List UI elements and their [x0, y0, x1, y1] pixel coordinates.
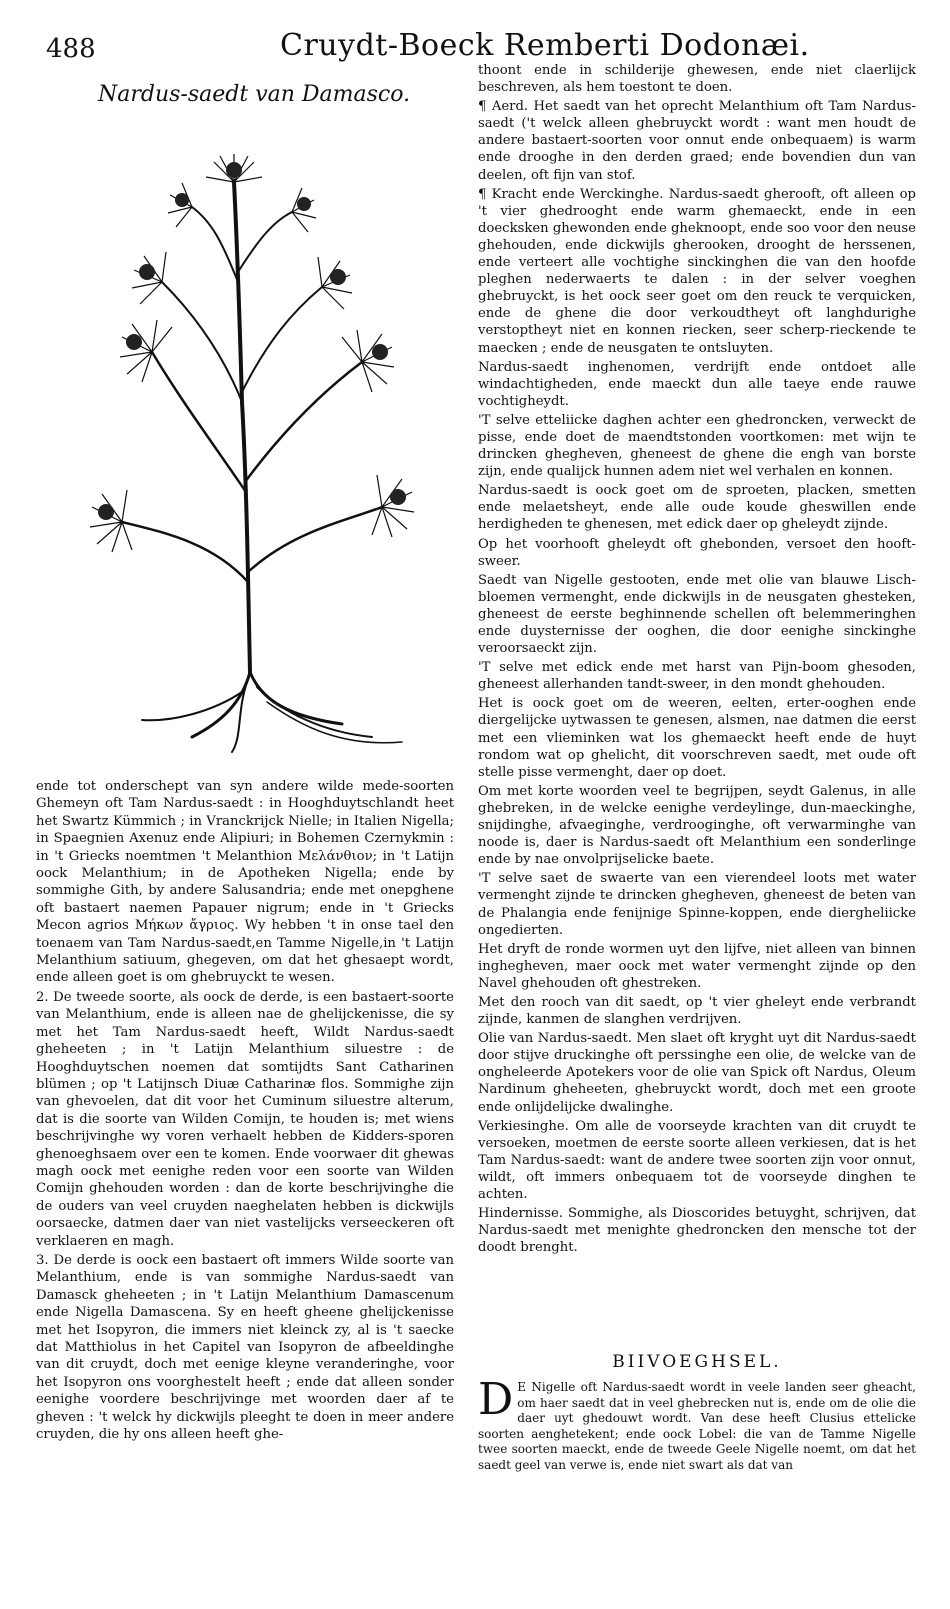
- right-paragraph: Met den rooch van dit saedt, op 't vier gheleyt ende verbrandt zijnde, kanmen de slanghen verdrijven.: [478, 994, 916, 1028]
- right-paragraph: ¶ Kracht ende Werckinghe. Nardus-saedt gherooft, oft alleen op 't vier ghedrooght ende warm ghemaeckt, ende in een doecksken ghewonden ende gheknoopt, ende soo voor den neuse ghehouden, ende dickwijls gherooken, drooght de herssenen, ende verteert alle vochtighe sinckinghen die van den hoofde pleghen nederwaerts te dalen : in der selver voeghen ghebruyckt, is het oock seer goet om den reuck te verquicken, ende de ghene die door verkoudtheyt oft langhdurighe verstoptheyt niet en konnen riecken, seer scherp-rieckende te maecken ; ende de neusgaten te ontsluyten.: [478, 186, 916, 356]
- figure-caption: Nardus-saedt van Damasco.: [98, 82, 411, 107]
- nigella-plant-woodcut: [42, 112, 462, 762]
- right-paragraph: Nardus-saedt is oock goet om de sproeten, placken, smetten ende melaetsheyt, ende alle oude koude gheswillen ende herdigheden te ghenesen, met edick daer op gheleydt zijnde.: [478, 483, 916, 533]
- right-paragraph: ¶ Aerd. Het saedt van het oprecht Melanthium oft Tam Nardus-saedt ('t welck alleen ghebruyckt wordt : want men houdt de andere bastaert-soorten voor onnut ende onbequaem) is warm ende drooghe in den derden graed; ende bovendien dun van deelen, oft fijn van stof.: [478, 99, 916, 183]
- drop-cap: D: [478, 1374, 514, 1425]
- right-paragraph: Het is oock goet om de weeren, eelten, erter-ooghen ende diergelijcke uytwassen te genesen, alsmen, nae datmen die eerst met een vlieminken wat los ghemaeckt heeft ende de huyt rondom wat op ghelicht, dit voorschreven saedt, met oude oft stelle pisse vermenght, daer op doet.: [478, 696, 916, 780]
- right-paragraph: 'T selve etteliicke daghen achter een ghedroncken, verweckt de pisse, ende doet de maendtstonden voortkomen: met wijn te drincken ghegheven, gheneest de ghene die engh van borste zijn, ende qualijck hunnen adem niet wel verhalen en konnen.: [478, 412, 916, 480]
- right-paragraph: Verkiesinghe. Om alle de voorseyde krachten van dit cruydt te versoeken, moetmen de eerste soorte alleen verkiesen, dat is het Tam Nardus-saedt: want de andere twee soorten zijn voor onnut, wildt, oft immers onbequaem tot de voorseyde dinghen te achten.: [478, 1118, 916, 1202]
- right-paragraph: Het dryft de ronde wormen uyt den lijfve, niet alleen van binnen inghegheven, maer oock met water vermenght zijnde op den Navel ghehouden oft ghestreken.: [478, 941, 916, 991]
- running-title: Cruydt-Boeck Remberti Dodonæi.: [280, 28, 810, 63]
- right-text-column: [478, 62, 916, 1362]
- right-paragraph: Hindernisse. Sommighe, als Dioscorides betuyght, schrijven, dat Nardus-saedt met menighte ghedroncken den mensche tot der doodt brenght.: [478, 1206, 916, 1256]
- left-paragraph: 3. De derde is oock een bastaert oft immers Wilde soorte van Melanthium, ende is van sommighe Nardus-saedt van Damasck gheheeten ; in 't Latijn Melanthium Damascenum ende Nigella Damascena. Sy en heeft gheene ghelijckenisse met het Isopyron, die immers niet kleinck zy, al is 't saecke dat Matthiolus in het Capitel van Isopyron de afbeeldinghe van dit cruydt, doch met eenige kleyne veranderinghe, voor het Isopyron ons voorghestelt heeft ; ende dat alleen sonder eenighe voordere beschrijvinge met woorden daer af te gheven : 't welck hy dickwijls pleeght te doen in meer andere cruyden, die hy ons alleen heeft ghe-: [36, 1252, 454, 1443]
- left-text-column: [36, 778, 454, 1578]
- right-paragraph: Saedt van Nigelle gestooten, ende met olie van blauwe Lisch-bloemen vermenght, ende dickwijls in de neusgaten ghesteken, gheneest de eerste beghinnende schellen oft belemmeringhen ende duysternisse der ooghen, die door eenighe sinckinghe veroorsaeckt zijn.: [478, 572, 916, 657]
- right-paragraph: Om met korte woorden veel te begrijpen, seydt Galenus, in alle ghebreken, in de welcke eenighe verdeylinge, dun-maeckinghe, snijdinghe, afvaeginghe, verdrooginghe, oft verwarminghe van noode is, daer is Nardus-saedt oft Melanthium een sonderlinge ende by nae onvolprijselicke baete.: [478, 783, 916, 868]
- page-number: 488: [46, 34, 96, 64]
- addendum-text: E Nigelle oft Nardus-saedt wordt in veele landen seer gheacht, om haer saedt dat in veel ghebrecken nut is, ende om de olie die daer uyt ghedouwt wordt. Van dese heeft Clusius ettelicke soorten aenghetekent; ende oock Lobel: die van de Tamme Nigelle twee soorten maeckt, ende de tweede Geele Nigelle noemt, om dat het saedt geel van verwe is, ende niet swart als dat van: [478, 1380, 916, 1472]
- right-paragraph: 'T selve saet de swaerte van een vierendeel loots met water vermenght zijnde te drincken ghegheven, gheneest de beten van de Phalangia ende fenijnige Spinne-koppen, ende diergheliicke ongedierten.: [478, 871, 916, 938]
- left-paragraph: ende tot onderschept van syn andere wilde mede-soorten Ghemeyn oft Tam Nardus-saedt : in Hooghduytschlandt heet het Swartz Kümmich ; in Vranckrijck Nielle; in Italien Nigella; in Spaegnien Axenuz ende Alipiuri; in Bohemen Czernykmin : in 't Griecks noemtmen 't Melanthion Μελάνθιον; in 't Latijn oock Melanthium; in de Apotheken Nigella; ende by sommighe Gith, by andere Salusandria; ende met onepghene oft bastaert naemen Papauer nigrum; ende in 't Griecks Mecon agrios Μήκων ἄγριος. Wy hebben 't in onse tael den toenaem van Tam Nardus-saedt,en Tamme Nigelle,in 't Latijn Melanthium satiuum, ghegeven, om dat het ghesaept wordt, ende alleen goet is om ghebruyckt te wesen.: [36, 779, 454, 986]
- right-paragraph: thoont ende in schilderije ghewesen, ende niet claerlijck beschreven, als hem toestont te doen.: [478, 63, 916, 96]
- right-paragraph: Op het voorhooft gheleydt oft ghebonden, versoet den hooft-sweer.: [478, 536, 916, 569]
- right-paragraph: Olie van Nardus-saedt. Men slaet oft kryght uyt dit Nardus-saedt door stijve druckinghe oft perssinghe een olie, de welcke van de ongheleerde Apotekers voor de olie van Spick oft Nardus, Oleum Nardinum gheheeten, ghebruyckt wordt, doch met een groote ende onlijdelijcke dwalinghe.: [478, 1031, 916, 1115]
- right-paragraph: Nardus-saedt inghenomen, verdrijft ende ontdoet alle windachtigheden, ende maeckt dun alle taeye ende rauwe vochtigheydt.: [478, 359, 916, 409]
- plant-figure: [42, 78, 462, 768]
- left-paragraph: 2. De tweede soorte, als oock de derde, is een bastaert-soorte van Melanthium, ende is alleen nae de ghelijckenisse, die sy met het Tam Nardus-saedt heeft, Wildt Nardus-saedt gheheeten ; in 't Latijn Melanthium siluestre : de Hooghduytschen noemen dat somtijdts Sant Catharinen blümen ; op 't Latijnsch Diuæ Catharinæ flos. Sommighe zijn van ghevoelen, dat dit voor het Cuminum siluestre alterum, dat is die soorte van Wilden Comijn, te houden is; met wiens beschrijvinghe wy voren verhaelt hebben de Kidders-sporen ghenoeghsaem over een te komen. Ende voorwaer dit ghewas magh oock met eenighe reden voor een soorte van Wilden Comijn ghehouden worden : dan de korte beschrijvinghe die de ouders van veel cruyden naeghelaten hebben is dickwijls oorsaecke, datmen daer van niet vastelijcks verseeckeren oft verklaeren en magh.: [36, 989, 454, 1249]
- addendum-body: [478, 1374, 916, 1474]
- right-paragraph: 'T selve met edick ende met harst van Pijn-boom ghesoden, gheneest allerhanden tandt-sweer, in den mondt ghehouden.: [478, 660, 916, 693]
- addendum-title: BIIVOEGHSEL.: [612, 1352, 782, 1372]
- addendum-section: [478, 1352, 916, 1592]
